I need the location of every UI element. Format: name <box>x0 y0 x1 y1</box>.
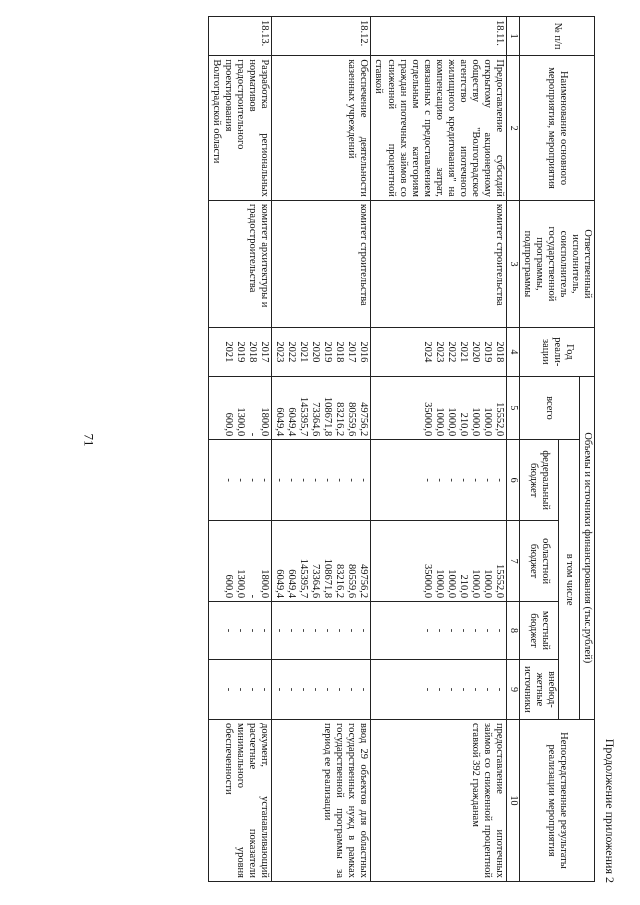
year-cell-value: 2021 <box>222 341 234 363</box>
extrabudget-cell-value: - <box>334 687 346 692</box>
local-cell-value: - <box>258 628 270 633</box>
total-cell-value: 83216,2 <box>334 402 346 437</box>
local-cell-value: - <box>322 628 334 633</box>
regional-cell-value: 83216,2 <box>334 563 346 599</box>
local-cell-value: - <box>274 628 285 633</box>
year-cell-value: 2022 <box>286 341 298 363</box>
extrabudget-cell-value: - <box>433 687 445 692</box>
year-cell-value: 2021 <box>457 341 469 363</box>
measure-name: Разработка региональных нормативов градостроительного проектирования Волгоградской области <box>208 56 271 201</box>
federal-cell-value: - <box>433 478 445 482</box>
extrabudget-cell-value: - <box>246 687 258 692</box>
federal-cell-value: - <box>482 478 494 482</box>
local-cell-value: - <box>421 628 433 633</box>
column-number: 2 <box>507 56 520 201</box>
responsible-executor: комитет архитектуры и градостроительства <box>208 200 271 327</box>
row-number: 18.11. <box>371 17 507 56</box>
regional-cell <box>371 521 507 602</box>
federal-cell-value: - <box>494 478 506 482</box>
regional-cell-value: 1000,0 <box>470 569 481 599</box>
regional-cell <box>208 521 271 602</box>
column-number: 4 <box>507 328 520 377</box>
header-regional: областной бюджет <box>519 521 558 602</box>
column-numbers-row <box>507 17 520 882</box>
total-cell-value: 1000,0 <box>433 407 445 437</box>
column-number: 8 <box>507 602 520 660</box>
federal-cell <box>371 440 507 521</box>
year-cell-value: 2018 <box>494 341 506 363</box>
total-cell-value: 49756,2 <box>358 402 370 437</box>
year-cell-value: 2021 <box>298 341 310 363</box>
measure-name: Обеспечение деятельности казенных учреждений <box>271 56 371 201</box>
header-funding-group: Объемы и источники финансирования (тыс.рублей) <box>579 376 594 719</box>
result-cell: предоставление ипотечных займов со сниженной процентной ставкой 392 гражданам <box>371 720 507 882</box>
year-cell-value: 2022 <box>445 341 457 363</box>
local-cell-value: - <box>482 628 494 633</box>
header-name: Наименование основного мероприятия, мероприятия <box>519 56 594 201</box>
year-cell-value: 2017 <box>346 341 358 363</box>
total-cell-value: 1800,0 <box>258 407 270 437</box>
federal-cell-value: - <box>346 478 358 482</box>
extrabudget-cell <box>371 659 507 719</box>
regional-cell <box>271 521 371 602</box>
regional-cell-value: 210,0 <box>457 574 469 599</box>
year-cell-value: 2020 <box>310 341 322 363</box>
regional-cell-value: 1000,0 <box>482 569 494 599</box>
total-cell-value: 108671,8 <box>322 396 334 437</box>
page-number: 71 <box>81 433 97 447</box>
regional-cell-value: 15552,0 <box>494 563 506 599</box>
federal-cell-value: - <box>274 478 285 482</box>
extrabudget-cell-value: - <box>470 687 481 692</box>
responsible-executor: комитет строительства <box>271 200 371 327</box>
measure-name: Предоставление субсидий открытому акционерному обществу "Волгоградское агентство ипотечного жилищного кредитования" на компенсацию затрат, связанных с предоставлением отдельным категориям граждан ипотечных займов со сниженной процентной ставкой <box>371 56 507 201</box>
federal-cell-value: - <box>334 478 346 482</box>
local-cell-value: - <box>433 628 445 633</box>
federal-cell-value: - <box>445 478 457 482</box>
extrabudget-cell-value: - <box>494 687 506 692</box>
year-cell-value: 2016 <box>358 341 370 363</box>
federal-cell-value: - <box>457 478 469 482</box>
year-cell <box>271 328 371 377</box>
local-cell-value: - <box>457 628 469 633</box>
column-number: 5 <box>507 376 520 440</box>
rotated-page-content <box>97 12 617 885</box>
regional-cell-value: 49756,2 <box>358 563 370 599</box>
extrabudget-cell-value: - <box>421 687 433 692</box>
regional-cell-value: - <box>246 594 258 599</box>
regional-cell-value: 6049,4 <box>286 569 298 599</box>
total-cell-value: 600,0 <box>222 412 234 437</box>
total-cell-value: 35000,0 <box>421 402 433 437</box>
local-cell <box>371 602 507 660</box>
local-cell <box>271 602 371 660</box>
total-cell-value: 1000,0 <box>445 407 457 437</box>
total-cell-value: 210,0 <box>457 412 469 437</box>
local-cell-value: - <box>494 628 506 633</box>
extrabudget-cell <box>271 659 371 719</box>
total-cell <box>208 376 271 440</box>
column-number: 6 <box>507 440 520 521</box>
header-year: Год реали-зации <box>519 328 594 377</box>
federal-cell-value: - <box>358 478 370 482</box>
total-cell-value: 80559,6 <box>346 402 358 437</box>
extrabudget-cell-value: - <box>234 687 246 692</box>
header-responsible: Ответственный исполнитель, соисполнитель государственной программы, подпрограммы <box>519 200 594 327</box>
regional-cell-value: 1300,0 <box>234 569 246 599</box>
header-federal: федеральный бюджет <box>519 440 558 521</box>
column-number: 3 <box>507 200 520 327</box>
federal-cell <box>208 440 271 521</box>
federal-cell-value: - <box>421 478 433 482</box>
regional-cell-value: 73364,6 <box>310 563 322 599</box>
total-cell-value: 6049,4 <box>286 407 298 437</box>
total-cell-value: 6049,4 <box>274 407 285 437</box>
extrabudget-cell-value: - <box>222 687 234 692</box>
local-cell-value: - <box>445 628 457 633</box>
local-cell-value: - <box>310 628 322 633</box>
local-cell-value: - <box>234 628 246 633</box>
extrabudget-cell-value: - <box>358 687 370 692</box>
federal-cell-value: - <box>246 478 258 482</box>
appendix-continuation-title: Продолжение приложения 2 <box>603 738 617 883</box>
extrabudget-cell-value: - <box>346 687 358 692</box>
year-cell-value: 2019 <box>234 341 246 363</box>
total-cell <box>271 376 371 440</box>
column-number: 7 <box>507 521 520 602</box>
header-total: всего <box>519 376 579 440</box>
year-cell <box>371 328 507 377</box>
local-cell-value: - <box>358 628 370 633</box>
header-num: № п/п <box>519 17 594 56</box>
total-cell-value: 1300,0 <box>234 407 246 437</box>
federal-cell-value: - <box>470 478 481 482</box>
responsible-executor: комитет строительства <box>371 200 507 327</box>
local-cell-value: - <box>222 628 234 633</box>
year-cell-value: 2018 <box>334 341 346 363</box>
extrabudget-cell-value: - <box>286 687 298 692</box>
year-cell-value: 2017 <box>258 341 270 363</box>
table-row <box>371 17 507 882</box>
extrabudget-cell-value: - <box>322 687 334 692</box>
header-extrabudget: внебюд-жетные источники <box>519 659 558 719</box>
row-number: 18.12. <box>271 17 371 56</box>
year-cell-value: 2020 <box>470 341 481 363</box>
column-number: 10 <box>507 720 520 882</box>
total-cell-value: - <box>246 432 258 437</box>
regional-cell-value: 600,0 <box>222 574 234 599</box>
year-cell-value: 2023 <box>274 341 285 363</box>
result-cell: документ, устанавливающий расчетные показатели минимального уровня обеспеченности <box>208 720 271 882</box>
total-cell <box>371 376 507 440</box>
row-number: 18.13. <box>208 17 271 56</box>
federal-cell-value: - <box>298 478 310 482</box>
header-results: Непосредственные результаты реализации мероприятия <box>519 720 594 882</box>
extrabudget-cell <box>208 659 271 719</box>
extrabudget-cell-value: - <box>445 687 457 692</box>
year-cell-value: 2023 <box>433 341 445 363</box>
year-cell-value: 2024 <box>421 341 433 363</box>
federal-cell-value: - <box>258 478 270 482</box>
regional-cell-value: 80559,6 <box>346 563 358 599</box>
total-cell-value: 1000,0 <box>482 407 494 437</box>
result-cell: ввод 29 объектов для областных государственных нужд в рамках государственной программы за период ее реализации <box>271 720 371 882</box>
federal-cell-value: - <box>234 478 246 482</box>
total-cell-value: 15552,0 <box>494 402 506 437</box>
column-number: 1 <box>507 17 520 56</box>
extrabudget-cell-value: - <box>274 687 285 692</box>
local-cell-value: - <box>286 628 298 633</box>
local-cell <box>208 602 271 660</box>
regional-cell-value: 145395,7 <box>298 558 310 599</box>
year-cell-value: 2018 <box>246 341 258 363</box>
extrabudget-cell-value: - <box>457 687 469 692</box>
funding-table <box>208 16 595 882</box>
total-cell-value: 1000,0 <box>470 407 481 437</box>
federal-cell-value: - <box>286 478 298 482</box>
local-cell-value: - <box>246 628 258 633</box>
header-local: местный бюджет <box>519 602 558 660</box>
federal-cell-value: - <box>310 478 322 482</box>
regional-cell-value: 6049,4 <box>274 569 285 599</box>
year-cell <box>208 328 271 377</box>
header-including: в том числе <box>558 440 579 720</box>
regional-cell-value: 108671,8 <box>322 558 334 599</box>
total-cell-value: 145395,7 <box>298 396 310 437</box>
regional-cell-value: 1000,0 <box>433 569 445 599</box>
table-row <box>271 17 371 882</box>
extrabudget-cell-value: - <box>258 687 270 692</box>
table-row <box>208 17 271 882</box>
federal-cell <box>271 440 371 521</box>
extrabudget-cell-value: - <box>482 687 494 692</box>
local-cell-value: - <box>470 628 481 633</box>
federal-cell-value: - <box>322 478 334 482</box>
local-cell-value: - <box>346 628 358 633</box>
regional-cell-value: 1800,0 <box>258 569 270 599</box>
column-number: 9 <box>507 659 520 719</box>
local-cell-value: - <box>298 628 310 633</box>
total-cell-value: 73364,6 <box>310 402 322 437</box>
federal-cell-value: - <box>222 478 234 482</box>
extrabudget-cell-value: - <box>310 687 322 692</box>
regional-cell-value: 35000,0 <box>421 563 433 599</box>
regional-cell-value: 1000,0 <box>445 569 457 599</box>
local-cell-value: - <box>334 628 346 633</box>
year-cell-value: 2019 <box>482 341 494 363</box>
year-cell-value: 2019 <box>322 341 334 363</box>
extrabudget-cell-value: - <box>298 687 310 692</box>
